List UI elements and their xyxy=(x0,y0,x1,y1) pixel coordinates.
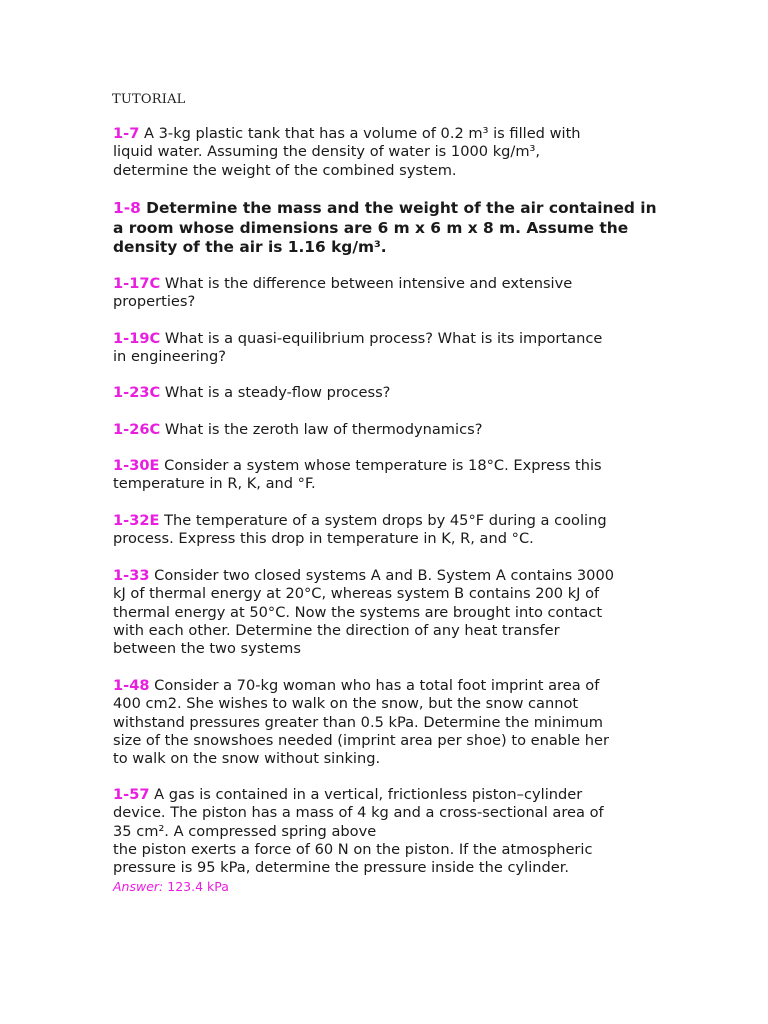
question-1-57 xyxy=(113,786,673,877)
document-heading: TUTORIAL xyxy=(112,92,186,107)
question-line: 1-30E Consider a system whose temperature is 18°C. Express this xyxy=(113,457,602,474)
question-line: 400 cm2. She wishes to walk on the snow, but the snow cannot xyxy=(113,695,579,713)
question-number: 1-33 xyxy=(113,567,150,584)
question-number: 1-48 xyxy=(113,677,150,694)
question-line: device. The piston has a mass of 4 kg and a cross-sectional area of xyxy=(113,804,604,822)
question-number: 1-8 xyxy=(113,199,141,217)
question-1-23c xyxy=(113,384,673,402)
question-line: kJ of thermal energy at 20°C, whereas system B contains 200 kJ of xyxy=(113,585,600,603)
question-line: 1-7 A 3-kg plastic tank that has a volume of 0.2 m³ is filled with xyxy=(113,125,581,142)
question-1-32e xyxy=(113,512,673,549)
question-1-17c xyxy=(113,275,673,312)
question-line: 1-26C What is the zeroth law of thermodynamics? xyxy=(113,421,483,438)
question-line: with each other. Determine the direction of any heat transfer xyxy=(113,621,560,639)
question-line: thermal energy at 50°C. Now the systems are brought into contact xyxy=(113,603,603,621)
question-line: liquid water. Assuming the density of water is 1000 kg/m³, xyxy=(113,143,541,161)
question-number: 1-23C xyxy=(113,384,161,401)
question-1-48 xyxy=(113,677,673,768)
question-line: density of the air is 1.16 kg/m³. xyxy=(113,238,387,257)
question-line: 1-19C What is a quasi-equilibrium process? What is its importance xyxy=(113,330,603,347)
question-line: properties? xyxy=(113,293,196,311)
question-line: 1-17C What is the difference between intensive and extensive xyxy=(113,275,573,292)
question-line: pressure is 95 kPa, determine the pressure inside the cylinder. xyxy=(113,859,570,877)
question-line: 1-8 Determine the mass and the weight of the air contained in xyxy=(113,199,657,217)
question-line: 1-32E The temperature of a system drops by 45°F during a cooling xyxy=(113,512,607,529)
question-1-19c xyxy=(113,330,673,367)
question-number: 1-26C xyxy=(113,421,161,438)
question-number: 1-30E xyxy=(113,457,160,474)
answer-value: 123.4 kPa xyxy=(167,879,229,894)
question-line: determine the weight of the combined system. xyxy=(113,161,457,179)
question-line: the piston exerts a force of 60 N on the piston. If the atmospheric xyxy=(113,840,593,858)
question-line: 1-33 Consider two closed systems A and B. System A contains 3000 xyxy=(113,567,615,584)
question-line: in engineering? xyxy=(113,348,227,366)
question-number: 1-19C xyxy=(113,330,161,347)
question-line: 1-23C What is a steady-flow process? xyxy=(113,384,391,401)
question-number: 1-57 xyxy=(113,786,150,803)
question-number: 1-7 xyxy=(113,125,140,142)
question-1-33 xyxy=(113,567,673,658)
question-line: between the two systems xyxy=(113,640,301,658)
question-1-26c xyxy=(113,421,673,439)
question-1-7 xyxy=(113,125,673,180)
question-number: 1-17C xyxy=(113,275,161,292)
answer-label: Answer: xyxy=(113,879,164,894)
question-number: 1-32E xyxy=(113,512,160,529)
answer-1-57 xyxy=(113,879,229,894)
question-line: 35 cm². A compressed spring above xyxy=(113,822,377,840)
question-line: size of the snowshoes needed (imprint area per shoe) to enable her xyxy=(113,731,609,749)
question-line: process. Express this drop in temperature in K, R, and °C. xyxy=(113,530,534,548)
question-line: a room whose dimensions are 6 m x 6 m x 8 m. Assume the xyxy=(113,218,629,237)
question-1-30e xyxy=(113,457,673,494)
question-line: to walk on the snow without sinking. xyxy=(113,750,381,768)
question-line: 1-57 A gas is contained in a vertical, frictionless piston–cylinder xyxy=(113,786,583,803)
question-line: withstand pressures greater than 0.5 kPa. Determine the minimum xyxy=(113,713,603,731)
question-line: temperature in R, K, and °F. xyxy=(113,475,316,493)
question-1-8 xyxy=(113,199,673,258)
question-line: 1-48 Consider a 70-kg woman who has a total foot imprint area of xyxy=(113,677,600,694)
